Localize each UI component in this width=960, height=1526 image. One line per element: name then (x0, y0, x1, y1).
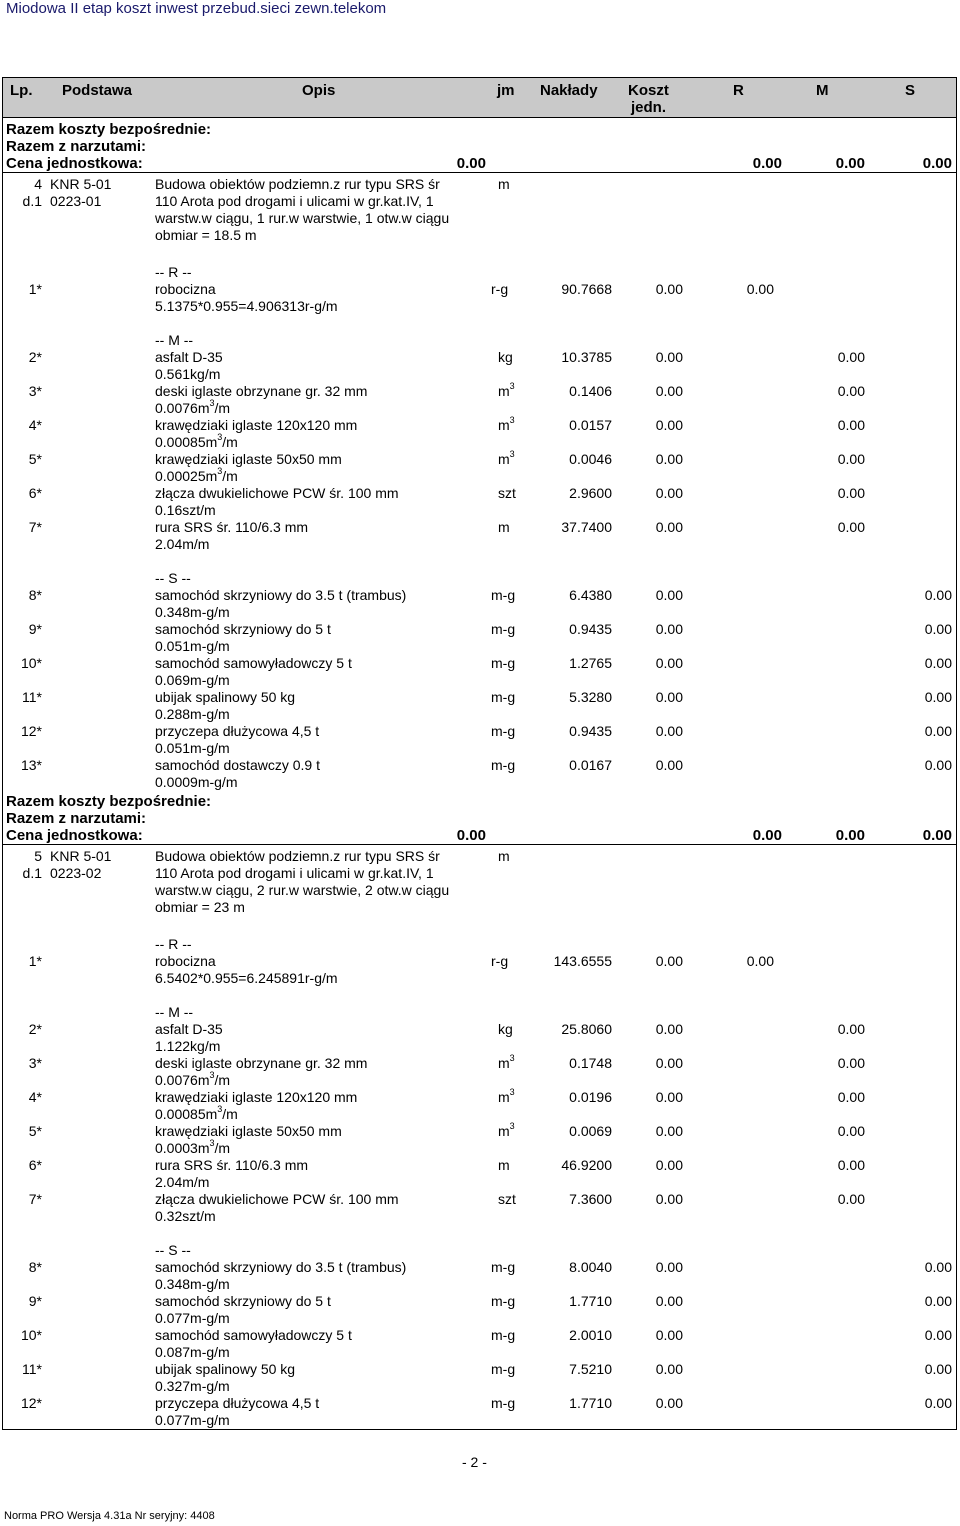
resource-quantity: 0.1406 (569, 383, 612, 399)
resource-cost-s: 0.00 (924, 1293, 952, 1309)
resource-quantity: 0.1748 (569, 1055, 612, 1071)
summary-direct-costs: Razem koszty bezpośrednie: (6, 793, 212, 810)
resource-quantity: 25.8060 (561, 1021, 612, 1037)
resource-cost-m: 0.00 (837, 1089, 865, 1105)
resource-quantity: 8.0040 (569, 1259, 612, 1275)
resource-row-number: 12* (20, 1395, 42, 1411)
resource-cost-s: 0.00 (924, 621, 952, 637)
position-unit: m (498, 176, 510, 192)
resource-cost-r: 0.00 (655, 519, 683, 535)
resource-cost-s: 0.00 (924, 587, 952, 603)
resource-cost-s: 0.00 (924, 1259, 952, 1275)
resource-row-number: 7* (28, 1191, 42, 1207)
resource-cost-m: 0.00 (837, 485, 865, 501)
equipment-section-label: -- S -- (155, 1242, 191, 1258)
resource-unit: r-g (491, 281, 509, 297)
header-koszt-jedn: jedn. (631, 99, 667, 116)
resource-name: przyczepa dłużycowa 4,5 t (155, 1395, 320, 1411)
resource-name: samochód samowyładowczy 5 t (155, 655, 352, 671)
position-description-line: 110 Arota pod drogami i ulicami w gr.kat.IV, 1 (155, 865, 434, 881)
resource-cost-m: 0.00 (837, 1157, 865, 1173)
table-header-background (2, 77, 957, 117)
resource-cost-r: 0.00 (655, 1089, 683, 1105)
equipment-section-label: -- S -- (155, 570, 191, 586)
header-jm: jm (497, 82, 515, 99)
materials-section-label: -- M -- (155, 332, 194, 348)
resource-unit: m-g (491, 1293, 516, 1309)
resource-row-number: 9* (28, 1293, 42, 1309)
resource-row-number: 4* (28, 1089, 42, 1105)
position-description-line: obmiar = 18.5 m (155, 227, 257, 243)
resource-quantity: 5.3280 (569, 689, 612, 705)
resource-cost-m: 0.00 (837, 349, 865, 365)
resource-quantity: 2.9600 (569, 485, 612, 501)
resource-quantity: 7.3600 (569, 1191, 612, 1207)
resource-name: asfalt D-35 (155, 349, 223, 365)
resource-cost-r: 0.00 (655, 689, 683, 705)
resource-quantity: 0.0069 (569, 1123, 612, 1139)
resource-norm: 0.087m-g/m (155, 1344, 230, 1360)
resource-norm: 6.5402*0.955=6.245891r-g/m (155, 970, 338, 986)
resource-name: złącza dwukielichowe PCW śr. 100 mm (155, 1191, 399, 1207)
resource-unit: $m^3$ (498, 1053, 515, 1071)
resource-name: złącza dwukielichowe PCW śr. 100 mm (155, 485, 399, 501)
document-title: Miodowa II etap koszt inwest przebud.sieci zewn.telekom (6, 0, 387, 17)
resource-unit: m-g (491, 587, 516, 603)
resource-cost-r: 0.00 (655, 723, 683, 739)
resource-norm: 0.051m-g/m (155, 638, 230, 654)
resource-cost-s: 0.00 (924, 757, 952, 773)
materials-section-label: -- M -- (155, 1004, 194, 1020)
labour-section-label: -- R -- (155, 936, 192, 952)
summary-unit-price: Cena jednostkowa: (6, 827, 143, 844)
resource-row-number: 12* (20, 723, 42, 739)
summary-separator (2, 172, 957, 173)
summary-unit-price-value: 0.00 (456, 155, 486, 172)
resource-norm: $0.0076m^3/m$ (155, 398, 231, 416)
resource-quantity: 0.0167 (569, 757, 612, 773)
summary-unit-price: Cena jednostkowa: (6, 155, 143, 172)
page-number: - 2 - (462, 1454, 487, 1470)
resource-name: samochód skrzyniowy do 3.5 t (trambus) (155, 1259, 407, 1275)
summary-r-value: 0.00 (752, 827, 782, 844)
header-bottom-border (2, 117, 957, 118)
resource-row-number: 2* (28, 349, 42, 365)
resource-quantity: 0.9435 (569, 723, 612, 739)
resource-name: samochód skrzyniowy do 5 t (155, 1293, 331, 1309)
table-left-border (2, 77, 3, 1429)
resource-row-number: 11* (22, 689, 42, 705)
resource-quantity: 37.7400 (561, 519, 612, 535)
position-number-suffix: d.1 (22, 865, 42, 881)
resource-name: robocizna (155, 281, 216, 297)
header-lp: Lp. (10, 82, 33, 99)
resource-unit: m-g (491, 655, 516, 671)
resource-norm: $0.00085m^3/m$ (155, 1104, 238, 1122)
resource-norm: 0.561kg/m (155, 366, 221, 382)
resource-unit: m-g (491, 689, 516, 705)
resource-cost-s: 0.00 (924, 1361, 952, 1377)
position-number-suffix: d.1 (22, 193, 42, 209)
resource-norm: 0.348m-g/m (155, 1276, 230, 1292)
resource-cost-r: 0.00 (655, 587, 683, 603)
resource-row-number: 9* (28, 621, 42, 637)
resource-cost-r: 0.00 (655, 953, 683, 969)
resource-cost-r: 0.00 (655, 1293, 683, 1309)
header-opis: Opis (302, 82, 336, 99)
resource-name: samochód skrzyniowy do 5 t (155, 621, 331, 637)
resource-norm: 0.16szt/m (155, 502, 216, 518)
resource-cost-r: 0.00 (655, 1361, 683, 1377)
position-description-line: Budowa obiektów podziemn.z rur typu SRS śr (155, 848, 440, 864)
resource-quantity: 7.5210 (569, 1361, 612, 1377)
resource-row-number: 6* (28, 1157, 42, 1173)
resource-cost-r: 0.00 (655, 1055, 683, 1071)
resource-quantity: 0.9435 (569, 621, 612, 637)
resource-name: asfalt D-35 (155, 1021, 223, 1037)
resource-cost-r: 0.00 (655, 621, 683, 637)
footer-note: Norma PRO Wersja 4.31a Nr seryjny: 4408 (4, 1510, 215, 1522)
resource-unit: m (498, 1157, 510, 1173)
header-koszt: Koszt (628, 82, 669, 99)
resource-cost-m: 0.00 (837, 519, 865, 535)
resource-cost-r: 0.00 (655, 485, 683, 501)
resource-unit: $m^3$ (498, 1121, 515, 1139)
resource-cost-r: 0.00 (655, 349, 683, 365)
resource-unit: r-g (491, 953, 509, 969)
summary-s-value: 0.00 (922, 827, 952, 844)
resource-row-number: 10* (20, 655, 42, 671)
resource-cost-s: 0.00 (924, 1327, 952, 1343)
summary-unit-price-value: 0.00 (456, 827, 486, 844)
resource-cost-r: 0.00 (655, 383, 683, 399)
resource-row-number: 13* (20, 757, 42, 773)
resource-norm: 0.077m-g/m (155, 1412, 230, 1428)
summary-s-value: 0.00 (922, 155, 952, 172)
resource-cost-s: 0.00 (924, 1395, 952, 1411)
resource-name: ubijak spalinowy 50 kg (155, 1361, 296, 1377)
resource-unit: m-g (491, 723, 516, 739)
resource-row-number: 8* (28, 587, 42, 603)
position-description-line: 110 Arota pod drogami i ulicami w gr.kat.IV, 1 (155, 193, 434, 209)
resource-name: deski iglaste obrzynane gr. 32 mm (155, 1055, 368, 1071)
resource-name: krawędziaki iglaste 50x50 mm (155, 1123, 342, 1139)
summary-with-overheads: Razem z narzutami: (6, 138, 147, 155)
position-basis-code: 0223-01 (50, 193, 102, 209)
resource-cost-r: 0.00 (655, 757, 683, 773)
position-number: 5 (34, 848, 42, 864)
resource-cost-r: 0.00 (655, 1395, 683, 1411)
resource-name: przyczepa dłużycowa 4,5 t (155, 723, 320, 739)
resource-unit: m-g (491, 1327, 516, 1343)
resource-cost-m: 0.00 (746, 281, 774, 297)
header-podstawa: Podstawa (62, 82, 133, 99)
position-description-line: Budowa obiektów podziemn.z rur typu SRS śr (155, 176, 440, 192)
resource-norm: 0.327m-g/m (155, 1378, 230, 1394)
resource-quantity: 1.7710 (569, 1293, 612, 1309)
resource-cost-r: 0.00 (655, 451, 683, 467)
resource-unit: m-g (491, 757, 516, 773)
resource-cost-s: 0.00 (924, 655, 952, 671)
resource-row-number: 3* (28, 383, 42, 399)
resource-unit: szt (498, 485, 516, 501)
resource-name: krawędziaki iglaste 120x120 mm (155, 1089, 358, 1105)
resource-cost-r: 0.00 (655, 1123, 683, 1139)
resource-cost-m: 0.00 (837, 1191, 865, 1207)
position-unit: m (498, 848, 510, 864)
resource-name: deski iglaste obrzynane gr. 32 mm (155, 383, 368, 399)
header-m: M (816, 82, 829, 99)
resource-norm: $0.00085m^3/m$ (155, 432, 238, 450)
header-top-border (2, 77, 957, 78)
resource-norm: 1.122kg/m (155, 1038, 221, 1054)
position-number: 4 (34, 176, 42, 192)
resource-quantity: 6.4380 (569, 587, 612, 603)
resource-quantity: 46.9200 (561, 1157, 612, 1173)
resource-unit: $m^3$ (498, 381, 515, 399)
resource-name: rura SRS śr. 110/6.3 mm (155, 1157, 309, 1173)
resource-name: krawędziaki iglaste 120x120 mm (155, 417, 358, 433)
resource-quantity: 2.0010 (569, 1327, 612, 1343)
resource-quantity: 0.0196 (569, 1089, 612, 1105)
position-basis: KNR 5-01 (50, 176, 112, 192)
resource-cost-r: 0.00 (655, 655, 683, 671)
position-basis-code: 0223-02 (50, 865, 102, 881)
resource-row-number: 6* (28, 485, 42, 501)
resource-row-number: 2* (28, 1021, 42, 1037)
resource-cost-r: 0.00 (655, 1191, 683, 1207)
resource-cost-m: 0.00 (837, 1021, 865, 1037)
resource-row-number: 5* (28, 451, 42, 467)
header-s: S (905, 82, 916, 99)
resource-quantity: 1.7710 (569, 1395, 612, 1411)
resource-unit: szt (498, 1191, 516, 1207)
summary-m-value: 0.00 (835, 827, 865, 844)
summary-r-value: 0.00 (752, 155, 782, 172)
table-right-border (956, 77, 957, 1429)
resource-unit: $m^3$ (498, 415, 515, 433)
resource-row-number: 4* (28, 417, 42, 433)
resource-row-number: 1* (28, 281, 42, 297)
resource-norm: 0.348m-g/m (155, 604, 230, 620)
resource-norm: $0.0076m^3/m$ (155, 1070, 231, 1088)
resource-norm: 0.069m-g/m (155, 672, 230, 688)
resource-row-number: 8* (28, 1259, 42, 1275)
resource-norm: 2.04m/m (155, 1174, 210, 1190)
table-bottom-border (2, 1429, 957, 1430)
resource-quantity: 10.3785 (561, 349, 612, 365)
resource-row-number: 7* (28, 519, 42, 535)
resource-norm: 0.077m-g/m (155, 1310, 230, 1326)
resource-unit: m-g (491, 1395, 516, 1411)
resource-row-number: 1* (28, 953, 42, 969)
resource-name: krawędziaki iglaste 50x50 mm (155, 451, 342, 467)
resource-norm: 5.1375*0.955=4.906313r-g/m (155, 298, 338, 314)
position-basis: KNR 5-01 (50, 848, 112, 864)
summary-direct-costs: Razem koszty bezpośrednie: (6, 121, 212, 138)
summary-with-overheads: Razem z narzutami: (6, 810, 147, 827)
resource-unit: m (498, 519, 510, 535)
resource-name: samochód dostawczy 0.9 t (155, 757, 320, 773)
resource-name: robocizna (155, 953, 216, 969)
resource-quantity: 0.0157 (569, 417, 612, 433)
resource-name: samochód samowyładowczy 5 t (155, 1327, 352, 1343)
summary-separator (2, 844, 957, 845)
resource-cost-m: 0.00 (837, 1123, 865, 1139)
resource-unit: $m^3$ (498, 1087, 515, 1105)
resource-cost-m: 0.00 (837, 417, 865, 433)
resource-cost-r: 0.00 (655, 1259, 683, 1275)
resource-row-number: 10* (20, 1327, 42, 1343)
resource-unit: m-g (491, 1259, 516, 1275)
resource-cost-r: 0.00 (655, 1021, 683, 1037)
resource-unit: $m^3$ (498, 449, 515, 467)
resource-cost-r: 0.00 (655, 417, 683, 433)
resource-unit: kg (498, 349, 513, 365)
resource-quantity: 143.6555 (553, 953, 612, 969)
resource-cost-m: 0.00 (746, 953, 774, 969)
resource-cost-s: 0.00 (924, 723, 952, 739)
resource-name: rura SRS śr. 110/6.3 mm (155, 519, 309, 535)
resource-unit: m-g (491, 1361, 516, 1377)
resource-cost-m: 0.00 (837, 451, 865, 467)
resource-norm: 0.051m-g/m (155, 740, 230, 756)
resource-cost-m: 0.00 (837, 1055, 865, 1071)
header-naklady: Nakłady (540, 82, 598, 99)
resource-cost-s: 0.00 (924, 689, 952, 705)
resource-cost-r: 0.00 (655, 281, 683, 297)
resource-norm: 0.0009m-g/m (155, 774, 238, 790)
summary-m-value: 0.00 (835, 155, 865, 172)
position-description-line: obmiar = 23 m (155, 899, 245, 915)
position-description-line: warstw.w ciągu, 1 rur.w warstwie, 1 otw.w ciągu (155, 210, 450, 226)
resource-row-number: 3* (28, 1055, 42, 1071)
resource-norm: 0.288m-g/m (155, 706, 230, 722)
resource-quantity: 90.7668 (561, 281, 612, 297)
position-description-line: warstw.w ciągu, 2 rur.w warstwie, 2 otw.w ciągu (155, 882, 450, 898)
resource-quantity: 0.0046 (569, 451, 612, 467)
resource-norm: 2.04m/m (155, 536, 210, 552)
resource-unit: m-g (491, 621, 516, 637)
resource-norm: 0.32szt/m (155, 1208, 216, 1224)
resource-row-number: 5* (28, 1123, 42, 1139)
resource-norm: $0.00025m^3/m$ (155, 466, 238, 484)
resource-unit: kg (498, 1021, 513, 1037)
resource-name: samochód skrzyniowy do 3.5 t (trambus) (155, 587, 407, 603)
resource-cost-m: 0.00 (837, 383, 865, 399)
header-r: R (733, 82, 744, 99)
resource-norm: $0.0003m^3/m$ (155, 1138, 231, 1156)
resource-row-number: 11* (22, 1361, 42, 1377)
labour-section-label: -- R -- (155, 264, 192, 280)
resource-name: ubijak spalinowy 50 kg (155, 689, 296, 705)
resource-cost-r: 0.00 (655, 1157, 683, 1173)
resource-quantity: 1.2765 (569, 655, 612, 671)
resource-cost-r: 0.00 (655, 1327, 683, 1343)
